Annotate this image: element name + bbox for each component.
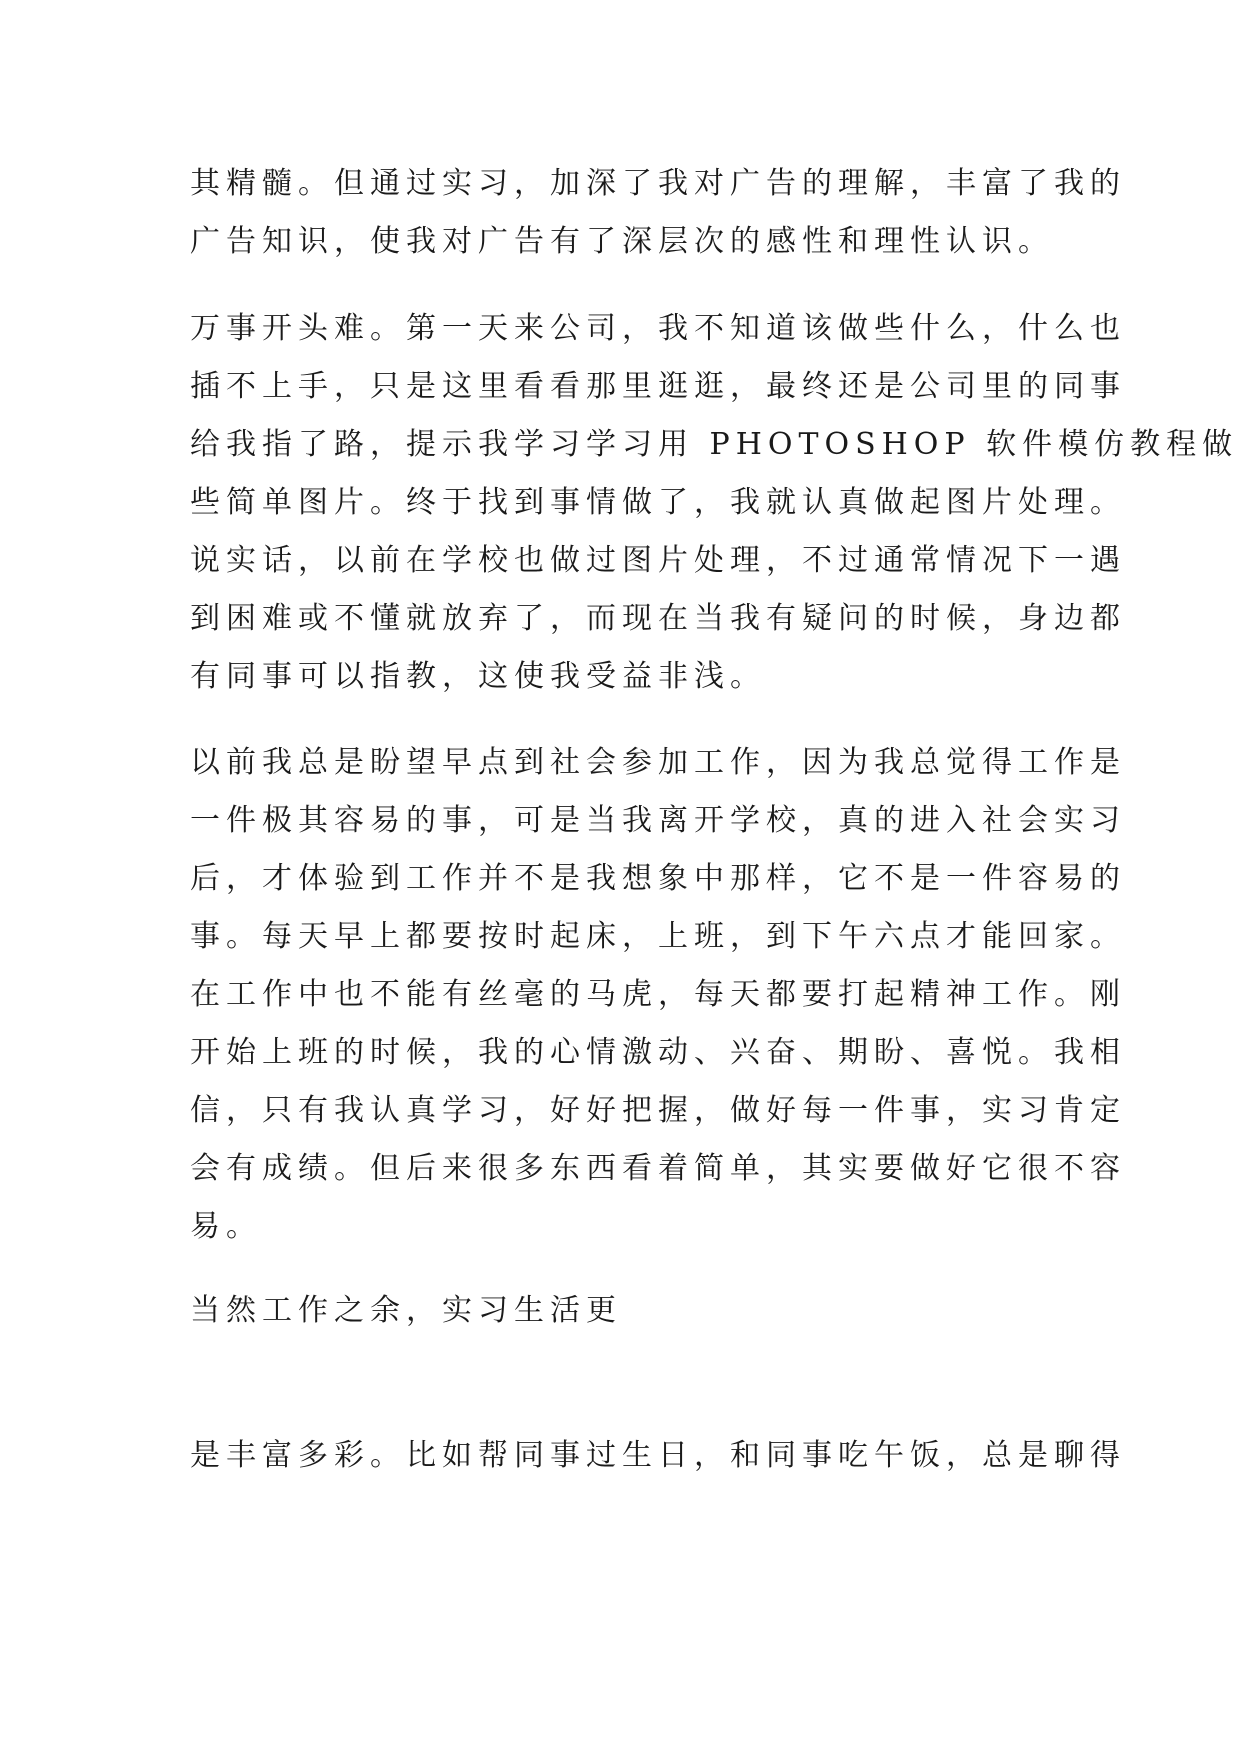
paragraph-line: 广告知识，使我对广告有了深层次的感性和理性认识。 — [190, 224, 1054, 259]
paragraph-line: 万事开头难。第一天来公司，我不知道该做些什么，什么也 — [190, 311, 1126, 346]
paragraph-line: 开始上班的时候，我的心情激动、兴奋、期盼、喜悦。我相 — [190, 1035, 1126, 1070]
paragraph-line: 当然工作之余，实习生活更 — [190, 1293, 622, 1328]
paragraph-line: 会有成绩。但后来很多东西看着简单，其实要做好它很不容 — [190, 1151, 1126, 1186]
paragraph-line: 以前我总是盼望早点到社会参加工作，因为我总觉得工作是 — [190, 745, 1126, 780]
paragraph-line: 有同事可以指教，这使我受益非浅。 — [190, 659, 766, 694]
paragraph-3 — [190, 734, 1126, 1256]
paragraph-line: 是丰富多彩。比如帮同事过生日，和同事吃午饭，总是聊得 — [190, 1438, 1126, 1473]
paragraph-line: 些简单图片。终于找到事情做了，我就认真做起图片处理。 — [190, 485, 1126, 520]
paragraph-line: 其精髓。但通过实习，加深了我对广告的理解，丰富了我的 — [190, 166, 1126, 201]
paragraph-line: 插不上手，只是这里看看那里逛逛，最终还是公司里的同事 — [190, 369, 1126, 404]
paragraph-line: 给我指了路，提示我学习学习用 PHOTOSHOP 软件模仿教程做 — [190, 427, 1239, 462]
paragraph-line: 信，只有我认真学习，好好把握，做好每一件事，实习肯定 — [190, 1093, 1126, 1128]
paragraph-line: 后，才体验到工作并不是我想象中那样，它不是一件容易的 — [190, 861, 1126, 896]
paragraph-line: 一件极其容易的事，可是当我离开学校，真的进入社会实习 — [190, 803, 1126, 838]
paragraph-5 — [190, 1427, 1126, 1485]
paragraph-line: 易。 — [190, 1209, 262, 1244]
paragraph-line: 事。每天早上都要按时起床，上班，到下午六点才能回家。 — [190, 919, 1126, 954]
paragraph-line: 在工作中也不能有丝毫的马虎，每天都要打起精神工作。刚 — [190, 977, 1126, 1012]
paragraph-1 — [190, 155, 1126, 271]
paragraph-line: 到困难或不懂就放弃了，而现在当我有疑问的时候，身边都 — [190, 601, 1126, 636]
paragraph-line: 说实话，以前在学校也做过图片处理，不过通常情况下一遇 — [190, 543, 1126, 578]
paragraph-2 — [190, 300, 1239, 706]
paragraph-4 — [190, 1282, 1070, 1340]
